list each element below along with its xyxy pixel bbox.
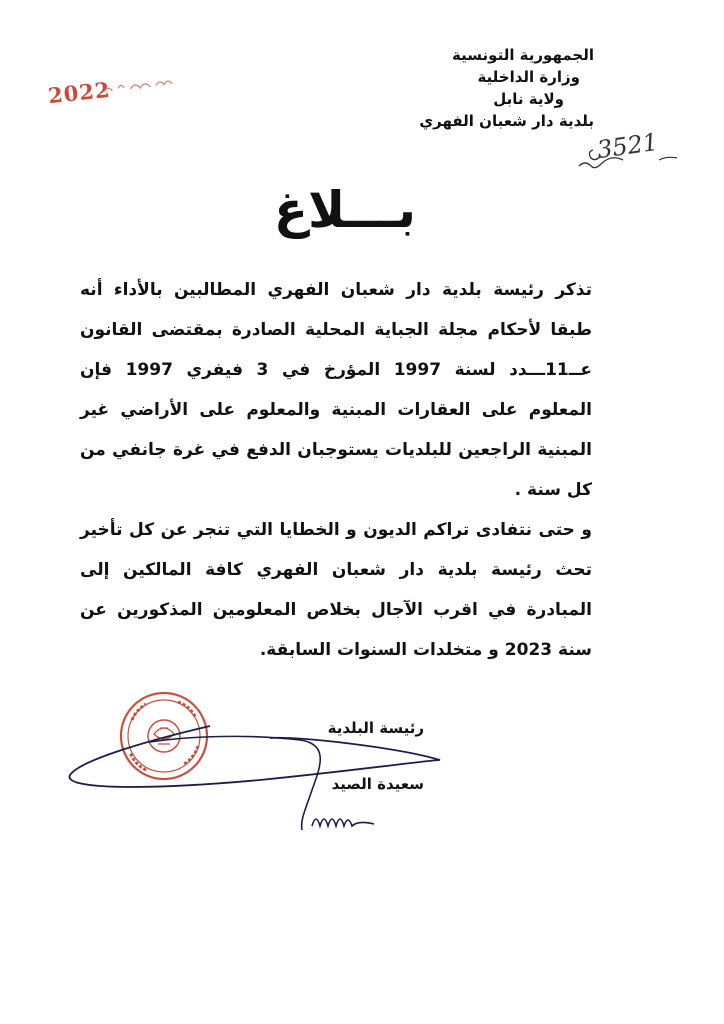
notice-title [180,178,510,248]
notice-paragraph-2: و حتى نتفادى تراكم الديون و الخطايا التي تنجر عن كل تأخير تحث رئيسة بلدية دار شعبان الفهري كافة المالكين إلى المبادرة في اقرب الآجال بخلاص المعلومين المذكورين عن سنة 2023 و متخلدات السنوات السابقة. [80,520,592,660]
signature-block [328,700,424,812]
reference-mark-icon [575,127,685,180]
signatory-name: سعيدة الصيد [331,775,424,793]
notice-title-text: بـــلاغ [273,181,417,239]
notice-paragraph-1: تذكر رئيسة بلدية دار شعبان الفهري المطالبين بالأداء أنه طبقا لأحكام مجلة الجباية المحلية الصادرة بمقتضى القانون عــ11ـــدد لسنة 1997 المؤرخ في 3 فيفري 1997 فإن المعلوم على العقارات المبنية والمعلوم على الأراضي غير المبنية الراجعين للبلديات يستوجبان الدفع في غرة جانفي من كل سنة . [80,280,592,500]
letterhead-ministry: وزارة الداخلية [477,68,580,86]
date-stamp-faded-text [99,72,180,98]
letterhead-municipality: بلدية دار شعبان الفهري [419,112,594,130]
letterhead [334,44,594,132]
letterhead-governorate: ولاية نابل [493,90,564,108]
letterhead-republic: الجمهورية التونسية [452,46,594,64]
reference-number-value: 3521 [595,127,660,165]
date-stamp: 2022 [46,76,112,109]
official-seal-icon [118,690,210,782]
reference-number [575,127,685,180]
signatory-role: رئيسة البلدية [327,719,424,737]
notice-body [80,270,620,670]
